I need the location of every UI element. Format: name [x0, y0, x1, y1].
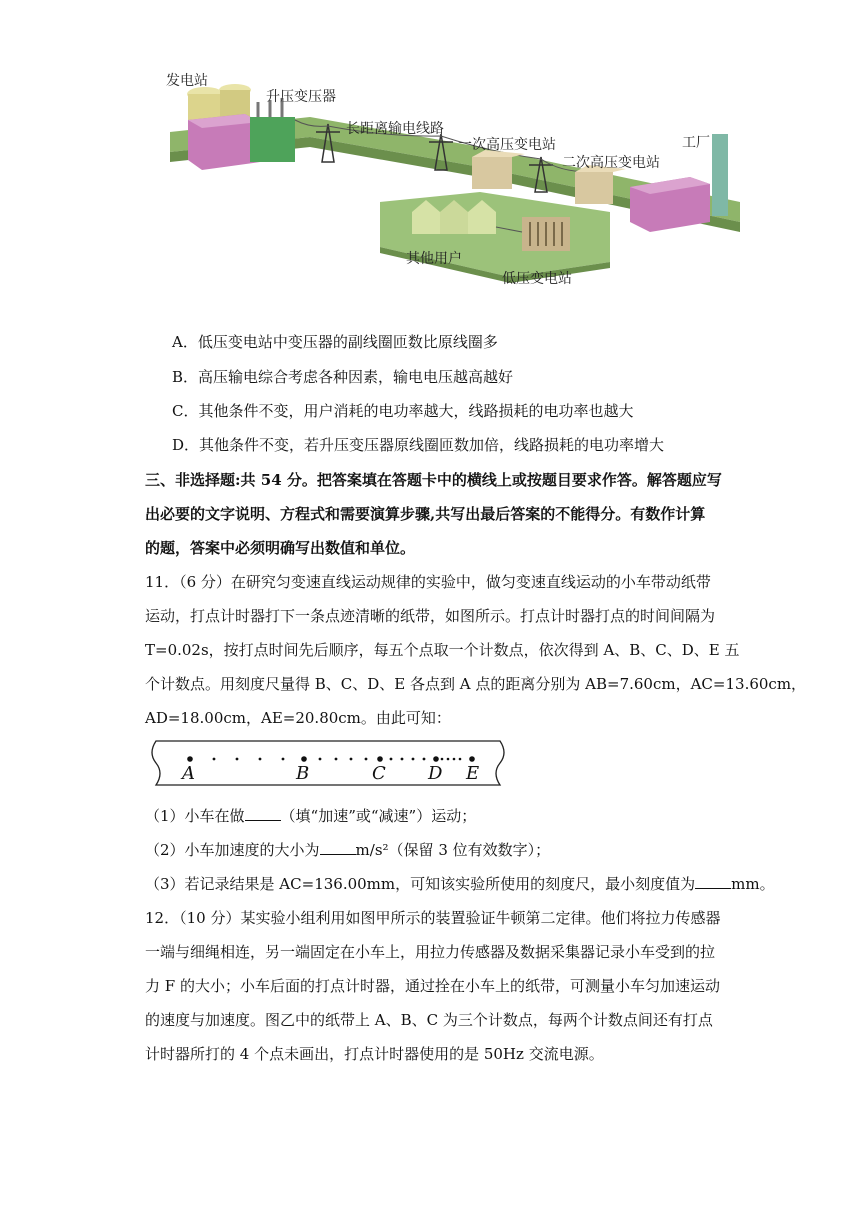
- tape-label-c: C: [372, 763, 386, 784]
- q11-sub3: [145, 873, 775, 894]
- option-c: C．其他条件不变，用户消耗的电功率越大，线路损耗的电功率也越大: [172, 402, 634, 420]
- q12-line-4: 的速度与加速度。图乙中的纸带上 A、B、C 为三个计数点，每两个计数点间还有打点: [145, 1011, 713, 1029]
- label-power-station: 发电站: [166, 73, 208, 89]
- q11-sub1-prefix: （1）小车在做: [145, 807, 245, 825]
- label-factory: 工厂: [682, 135, 710, 151]
- q12-line-2: 一端与细绳相连，另一端固定在小车上，用拉力传感器及数据采集器记录小车受到的拉: [145, 943, 716, 961]
- tape-label-b: B: [296, 763, 310, 784]
- section3-line-2: 出必要的文字说明、方程式和需要演算步骤,共写出最后答案的不能得分。有数作计算: [145, 505, 706, 523]
- label-primary-hv-substation: 一次高压变电站: [458, 137, 556, 153]
- q12-line-3: 力 F 的大小；小车后面的打点计时器，通过拴在小车上的纸带，可测量小车匀加速运动: [145, 977, 720, 995]
- q11-sub2-prefix: （2）小车加速度的大小为: [145, 841, 320, 859]
- label-other-users: 其他用户: [406, 251, 462, 267]
- q12-line-1: 12．（10 分）某实验小组利用如图甲所示的装置验证牛顿第二定律。他们将拉力传感器: [145, 909, 721, 927]
- label-long-distance-line: 长距离输电线路: [346, 121, 444, 137]
- q11-line-3: T=0.02s，按打点时间先后顺序，每五个点取一个计数点，依次得到 A、B、C、D、E 五: [145, 641, 740, 659]
- tape-label-e: E: [466, 763, 480, 784]
- option-a: A．低压变电站中变压器的副线圈匝数比原线圈多: [172, 333, 498, 351]
- option-b: B．高压输电综合考虑各种因素，输电电压越高越好: [172, 368, 514, 386]
- q11-sub2-blank[interactable]: [320, 840, 356, 855]
- label-secondary-hv-substation: 二次高压变电站: [562, 155, 660, 171]
- option-d: D．其他条件不变，若升压变压器原线圈匝数加倍，线路损耗的电功率增大: [172, 436, 665, 454]
- paper-tape-figure: [148, 735, 508, 789]
- q11-sub1-blank[interactable]: [245, 806, 281, 821]
- q11-sub2-suffix: （保留 3 位有效数字）；: [388, 841, 551, 859]
- q11-sub3-blank[interactable]: [695, 874, 731, 889]
- label-step-up-transformer: 升压变压器: [266, 89, 336, 105]
- q11-line-5: AD=18.00cm，AE=20.80cm。由此可知：: [145, 709, 451, 727]
- q11-sub2: [145, 839, 550, 860]
- q11-sub3-suffix: mm。: [731, 875, 775, 893]
- paper-tape-illustration: [148, 735, 508, 789]
- q11-line-2: 运动，打点计时器打下一条点迹清晰的纸带，如图所示。打点计时器打点的时间间隔为: [145, 607, 716, 625]
- section3-line-1: 三、非选择题:共 54 分。把答案填在答题卡中的横线上或按题目要求作答。解答题应写: [145, 471, 722, 489]
- q11-line-4: 个计数点。用刻度尺量得 B、C、D、E 各点到 A 点的距离分别为 AB=7.60cm，AC=13.60cm，: [145, 675, 807, 693]
- q11-sub3-prefix: （3）若记录结果是 AC=136.00mm，可知该实验所使用的刻度尺，最小刻度值为: [145, 875, 696, 893]
- tape-label-a: A: [182, 763, 195, 784]
- q11-sub1: [145, 805, 476, 826]
- power-transmission-figure: [150, 62, 750, 292]
- q12-line-5: 计时器所打的 4 个点未画出，打点计时器使用的是 50Hz 交流电源。: [145, 1045, 604, 1063]
- q11-line-1: 11．（6 分）在研究匀变速直线运动规律的实验中，做匀变速直线运动的小车带动纸带: [145, 573, 711, 591]
- tape-label-d: D: [428, 763, 443, 784]
- section3-line-3: 的题，答案中必须明确写出数值和单位。: [145, 539, 416, 557]
- label-low-voltage-substation: 低压变电站: [502, 271, 572, 287]
- q11-sub2-unit: m/s²: [355, 841, 389, 859]
- q11-sub1-suffix: （填“加速”或“减速”）运动；: [280, 807, 477, 825]
